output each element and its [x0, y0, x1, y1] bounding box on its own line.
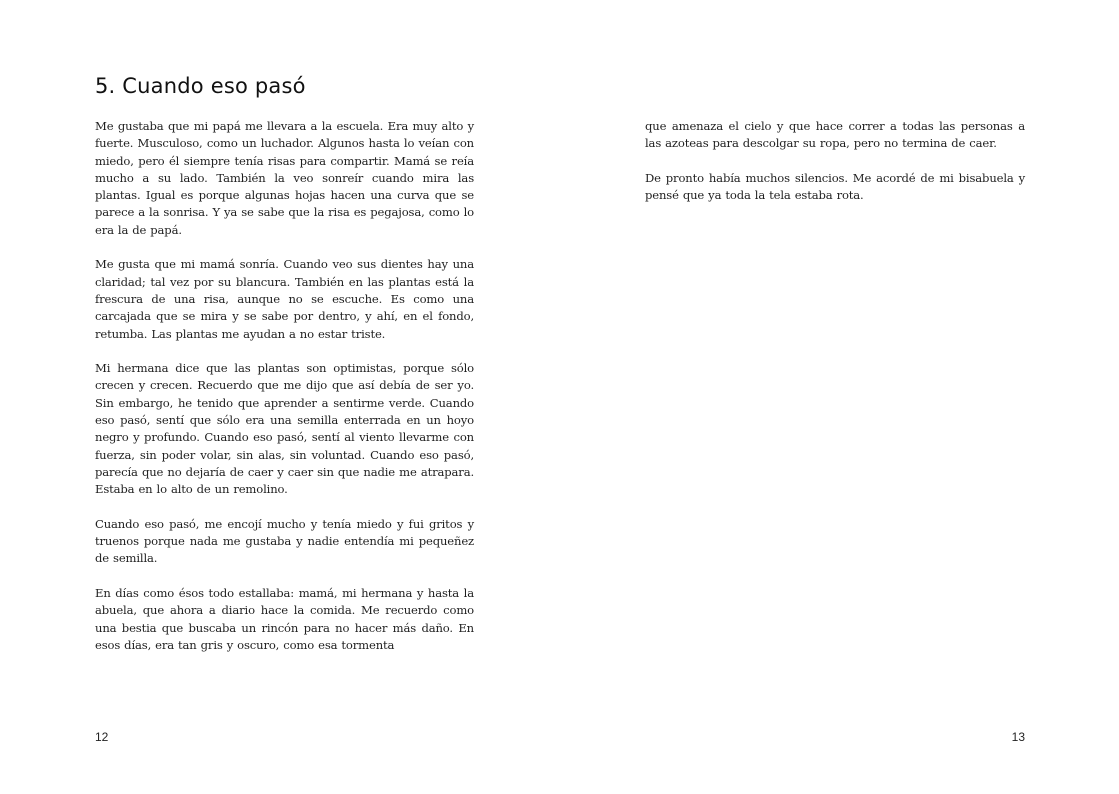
left-text-column	[95, 118, 474, 672]
paragraph: Me gustaba que mi papá me llevara a la escuela. Era muy alto y fuerte. Musculoso, como un luchador. Algunos hasta lo veían con miedo, pero él siempre tenía risas para compartir. Mamá se reía mucho a su lado. También la veo sonreír cuando mira las plantas. Igual es porque algunas hojas hacen una curva que se parece a la sonrisa. Y ya se sabe que la risa es pegajosa, como lo era la de papá.	[95, 119, 474, 237]
paragraph: Mi hermana dice que las plantas son optimistas, porque sólo crecen y crecen. Recuerdo que me dijo que así debía de ser yo. Sin embargo, he tenido que aprender a sentirme verde. Cuando eso pasó, sentí que sólo era una semilla enterrada en un hoyo negro y profundo. Cuando eso pasó, sentí al viento llevarme con fuerza, sin poder volar, sin alas, sin voluntad. Cuando eso pasó, parecía que no dejaría de caer y caer sin que nadie me atrapara. Estaba en lo alto de un remolino.	[95, 361, 474, 497]
paragraph: que amenaza el cielo y que hace correr a todas las personas a las azoteas para descolgar su ropa, pero no termina de caer.	[645, 119, 1025, 151]
paragraph: En días como ésos todo estallaba: mamá, mi hermana y hasta la abuela, que ahora a diario hace la comida. Me recuerdo como una bestia que buscaba un rincón para no hacer más daño. En esos días, era tan gris y oscuro, como esa tormenta	[95, 586, 474, 652]
left-page	[0, 0, 559, 794]
paragraph: De pronto había muchos silencios. Me acordé de mi bisabuela y pensé que ya toda la tela estaba rota.	[645, 170, 1025, 203]
chapter-title: 5. Cuando eso pasó	[95, 74, 306, 98]
page-number-left: 12	[95, 730, 109, 744]
paragraph: Cuando eso pasó, me encojí mucho y tenía miedo y fui gritos y truenos porque nada me gustaba y nadie entendía mi pequeñez de semilla.	[95, 516, 474, 566]
paragraph: Me gusta que mi mamá sonría. Cuando veo sus dientes hay una claridad; tal vez por su blancura. También en las plantas está la frescura de una risa, aunque no se escuche. Es como una carcajada que se mira y se sabe por dentro, y ahí, en el fondo, retumba. Las plantas me ayudan a no estar triste.	[95, 257, 474, 341]
right-page	[560, 0, 1119, 794]
right-text-column	[645, 118, 1025, 222]
page-number-right: 13	[1011, 730, 1025, 744]
